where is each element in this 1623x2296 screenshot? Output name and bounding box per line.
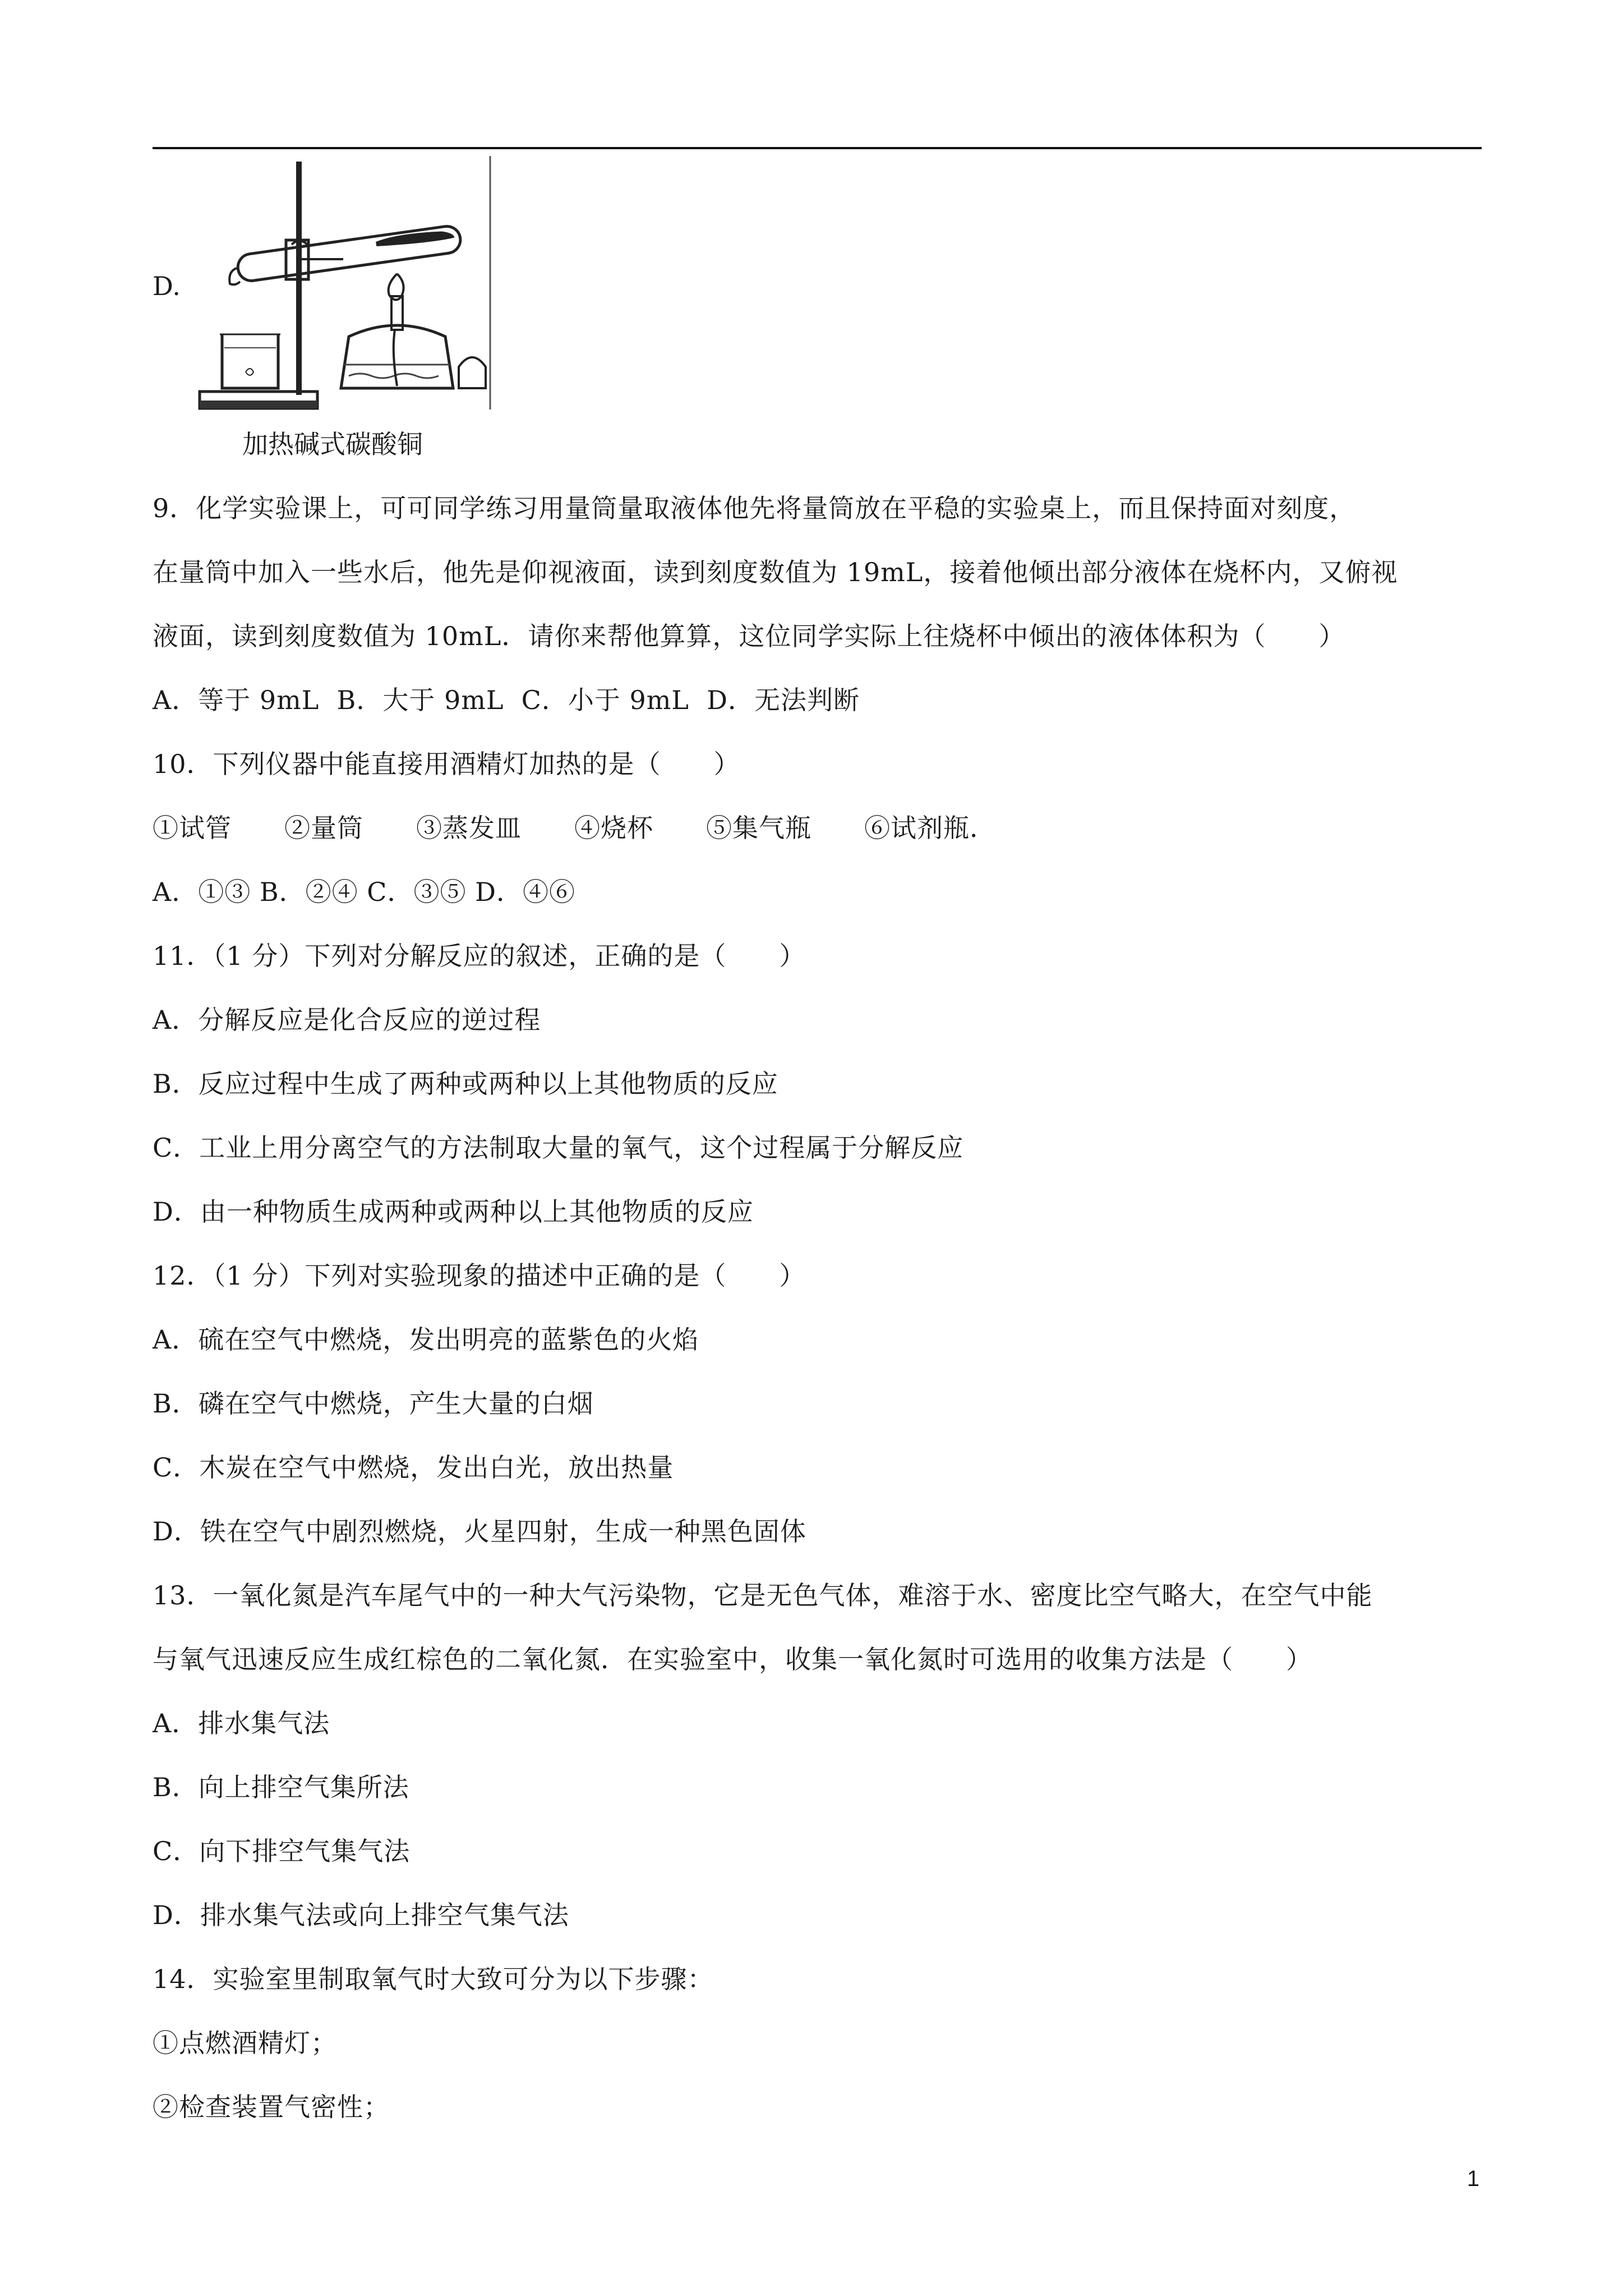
q11-option-c: C．工业上用分离空气的方法制取大量的氧气，这个过程属于分解反应 (153, 1133, 964, 1163)
q12-option-b: B．磷在空气中燃烧，产生大量的白烟 (153, 1388, 594, 1419)
q11-option-a: A．分解反应是化合反应的逆过程 (153, 1005, 541, 1035)
page-number: 1 (1467, 2166, 1479, 2191)
q12-option-d: D．铁在空气中剧烈燃烧，火星四射，生成一种黑色固体 (153, 1516, 806, 1547)
q14-step-1: ①点燃酒精灯； (153, 2028, 337, 2058)
q10-stem: 10．下列仪器中能直接用酒精灯加热的是（ ） (153, 749, 740, 779)
apparatus-figure (197, 156, 496, 414)
q13-line-1: 13．一氧化氮是汽车尾气中的一种大气污染物，它是无色气体，难溶于水、密度比空气略大，在空气中能 (153, 1580, 1373, 1611)
figure-caption: 加热碱式碳酸铜 (242, 429, 423, 459)
q9-line-2: 在量筒中加入一些水后，他先是仰视液面，读到刻度数值为 19mL，接着他倾出部分液体在烧杯内，又俯视 (153, 557, 1398, 587)
q13-line-2: 与氧气迅速反应生成红棕色的二氧化氮．在实验室中，收集一氧化氮时可选用的收集方法是（ ） (153, 1644, 1312, 1674)
option-d-label: D. (153, 271, 181, 301)
q11-option-d: D．由一种物质生成两种或两种以上其他物质的反应 (153, 1197, 754, 1227)
q12-option-c: C．木炭在空气中燃烧，发出白光，放出热量 (153, 1452, 674, 1483)
q9-line-3: 液面，读到刻度数值为 10mL．请你来帮他算算，这位同学实际上往烧杯中倾出的液体体积为（ ） (153, 621, 1345, 651)
q11-option-b: B．反应过程中生成了两种或两种以上其他物质的反应 (153, 1069, 778, 1099)
q10-items: ①试管 ②量筒 ③蒸发皿 ④烧杯 ⑤集气瓶 ⑥试剂瓶． (153, 813, 996, 843)
q12-stem: 12．（1 分）下列对实验现象的描述中正确的是（ ） (153, 1260, 806, 1291)
q9-line-1: 9．化学实验课上，可可同学练习用量筒量取液体他先将量筒放在平稳的实验桌上，而且保持面对刻度， (153, 493, 1356, 523)
q13-option-a: A．排水集气法 (153, 1708, 330, 1738)
q13-option-d: D．排水集气法或向上排空气集气法 (153, 1900, 569, 1930)
q13-option-c: C．向下排空气集气法 (153, 1836, 411, 1866)
q14-stem: 14．实验室里制取氧气时大致可分为以下步骤： (153, 1964, 714, 1994)
q12-option-a: A．硫在空气中燃烧，发出明亮的蓝紫色的火焰 (153, 1324, 699, 1355)
q9-options: A．等于 9mL B．大于 9mL C．小于 9mL D．无法判断 (153, 685, 860, 715)
header-rule (153, 147, 1482, 149)
q10-options: A．①③ B．②④ C．③⑤ D．④⑥ (153, 877, 575, 907)
q14-step-2: ②检查装置气密性； (153, 2092, 390, 2122)
q11-stem: 11．（1 分）下列对分解反应的叙述，正确的是（ ） (153, 941, 806, 971)
q13-option-b: B．向上排空气集所法 (153, 1772, 409, 1802)
